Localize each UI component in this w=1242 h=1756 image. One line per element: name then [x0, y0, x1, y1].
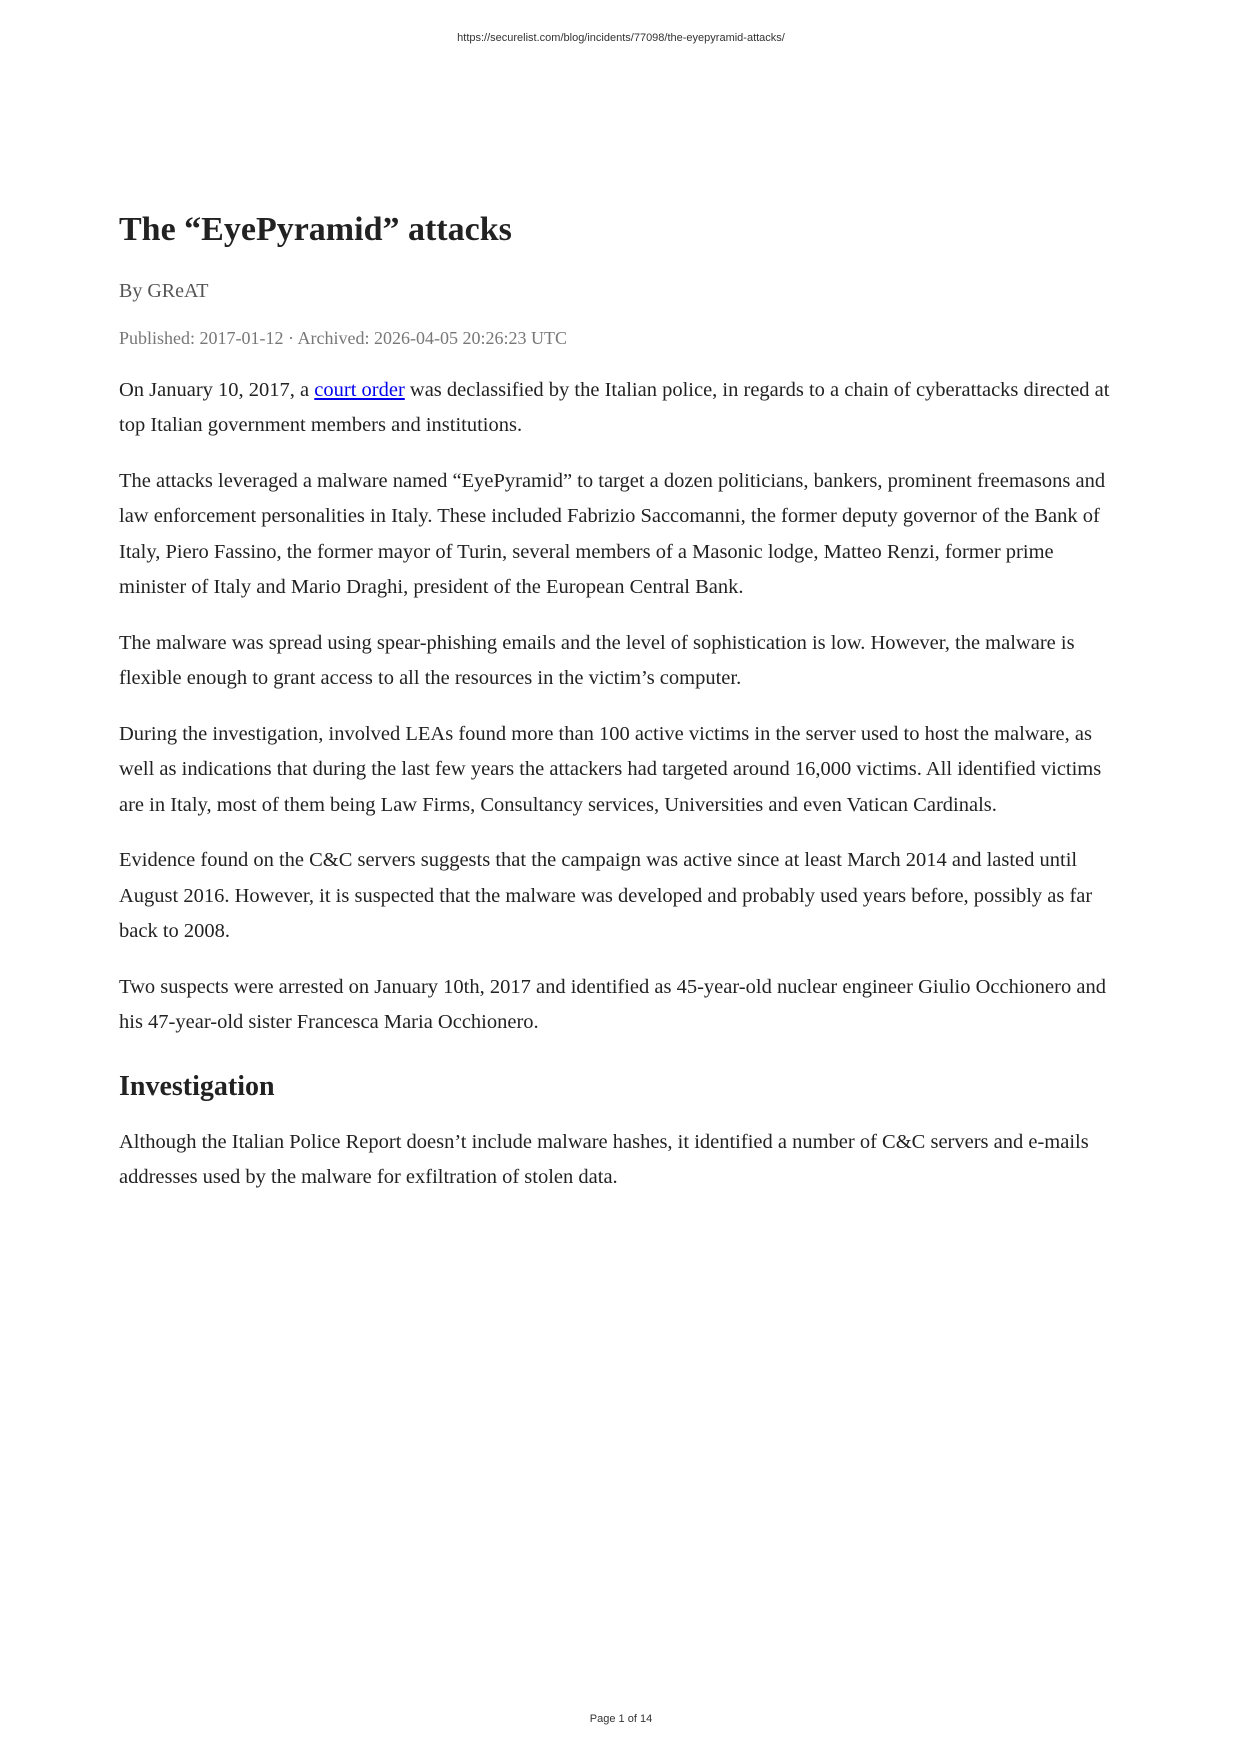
paragraph-6: Two suspects were arrested on January 10th, 2017 and identified as 45-year-old nuclear engineer Giulio Occhionero and his 47-year-old sister Francesca Maria Occhionero.	[119, 975, 1106, 1034]
article-body	[119, 373, 1124, 1196]
article	[119, 210, 1124, 1216]
page-number: Page 1 of 14	[589, 1713, 653, 1725]
paragraph-1-after: was declassified by the Italian police, in regards to a chain of cyberattacks directed at top Italian government members and institutions.	[119, 378, 1110, 437]
paragraph-3: The malware was spread using spear-phishing emails and the level of sophistication is low. However, the malware is flexible enough to grant access to all the resources in the victim’s computer.	[119, 631, 1075, 690]
paragraph-5: Evidence found on the C&C servers suggests that the campaign was active since at least March 2014 and lasted until August 2016. However, it is suspected that the malware was developed and probably used years before, possibly as far back to 2008.	[119, 849, 1093, 943]
article-meta: Published: 2017-01-12 · Archived: 2026-04-05 20:26:23 UTC	[119, 327, 567, 348]
section-heading-investigation: Investigation	[119, 1070, 275, 1102]
article-byline: By GReAT	[119, 279, 209, 302]
paragraph-4: During the investigation, involved LEAs found more than 100 active victims in the server used to host the malware, as well as indications that during the last few years the attackers had targeted around 16,000 victims. All identified victims are in Italy, most of them being Law Firms, Consultancy services, Universities and even Vatican Cardinals.	[119, 722, 1102, 816]
paragraph-1-before: On January 10, 2017, a	[119, 378, 315, 401]
paragraph-7: Although the Italian Police Report doesn’t include malware hashes, it identified a number of C&C servers and e-mails addresses used by the malware for exfiltration of stolen data.	[119, 1130, 1089, 1189]
court-order-link[interactable]: court order	[314, 378, 405, 401]
page-url: https://securelist.com/blog/incidents/77098/the-eyepyramid-attacks/	[457, 32, 785, 44]
paragraph-1	[119, 373, 1124, 444]
paragraph-2: The attacks leveraged a malware named “EyePyramid” to target a dozen politicians, bankers, prominent freemasons and law enforcement personalities in Italy. These included Fabrizio Saccomanni, the former deputy governor of the Bank of Italy, Piero Fassino, the former mayor of Turin, several members of a Masonic lodge, Matteo Renzi, former prime minister of Italy and Mario Draghi, president of the European Central Bank.	[119, 469, 1106, 599]
article-title: The “EyePyramid” attacks	[119, 211, 512, 248]
